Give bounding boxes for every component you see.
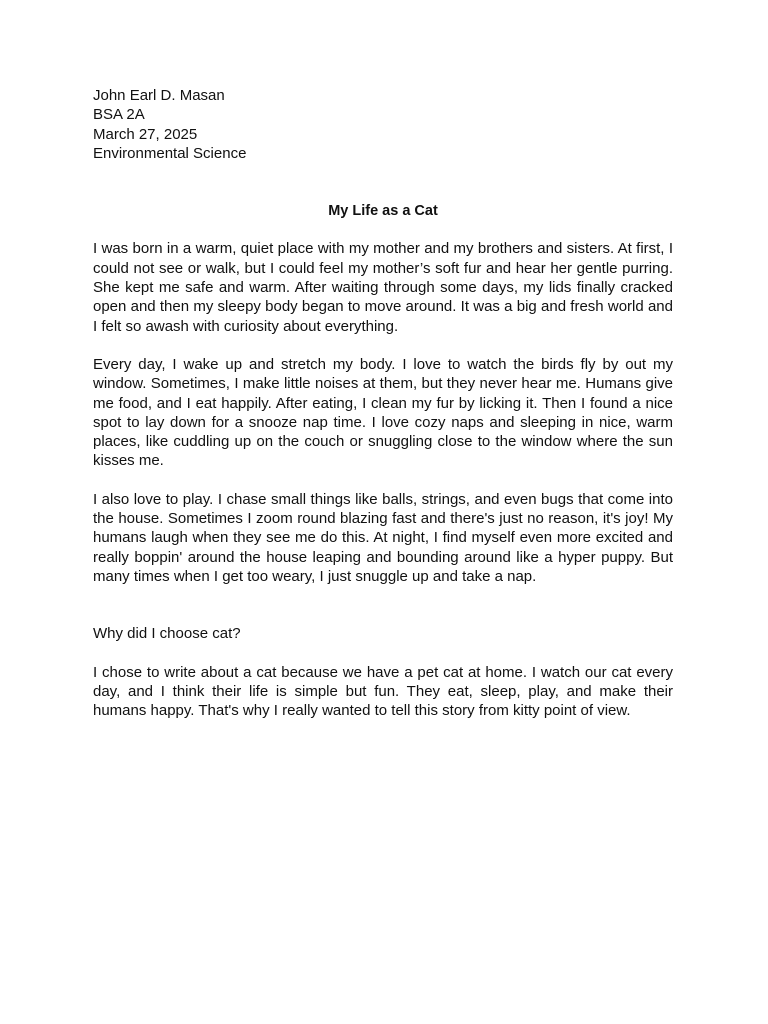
spacer xyxy=(93,221,673,239)
paragraph-play: I also love to play. I chase small things like balls, strings, and even bugs that come into the house. Sometimes I zoom round blazing fast and there's just no reason, it's joy! My humans laugh when they see me do this. At night, I find myself even more excited and really boppin' around the house leaping and bounding around like a hyper puppy. But many times when I get too weary, I just snuggle up and take a nap. xyxy=(93,490,673,585)
spacer xyxy=(93,336,673,355)
author-name: John Earl D. Masan xyxy=(93,87,225,104)
answer-paragraph: I chose to write about a cat because we have a pet cat at home. I watch our cat every day, and I think their life is simple but fun. They eat, sleep, play, and make their humans happy. That's why I really wanted to tell this story from kitty point of view. xyxy=(93,663,673,720)
question-heading: Why did I choose cat? xyxy=(93,625,241,643)
document-content xyxy=(93,86,673,720)
spacer xyxy=(93,644,673,663)
paragraph-daily-life: Every day, I wake up and stretch my body. I love to watch the birds fly by out my window. Sometimes, I make little noises at them, but they never hear me. Humans give me food, and I eat happily. After eating, I clean my fur by licking it. Then I found a nice spot to lay down for a snooze nap time. I love cozy naps and sleeping in nice, warm places, like cuddling up on the couch or snuggling close to the window where the sun kisses me. xyxy=(93,355,673,470)
document-date: March 27, 2025 xyxy=(93,125,198,143)
essay-title: My Life as a Cat xyxy=(328,203,438,220)
subject-name: Environmental Science xyxy=(93,144,247,162)
spacer xyxy=(93,586,673,624)
spacer xyxy=(93,471,673,490)
class-section: BSA 2A xyxy=(93,106,145,124)
paragraph-birth: I was born in a warm, quiet place with my mother and my brothers and sisters. At first, I could not see or walk, but I could feel my mother’s soft fur and hear her gentle purring. She kept me safe and warm. After waiting through some days, my lids finally cracked open and then my sleepy body began to move around. It was a big and fresh world and I felt so awash with curiosity about everything. xyxy=(93,240,673,335)
